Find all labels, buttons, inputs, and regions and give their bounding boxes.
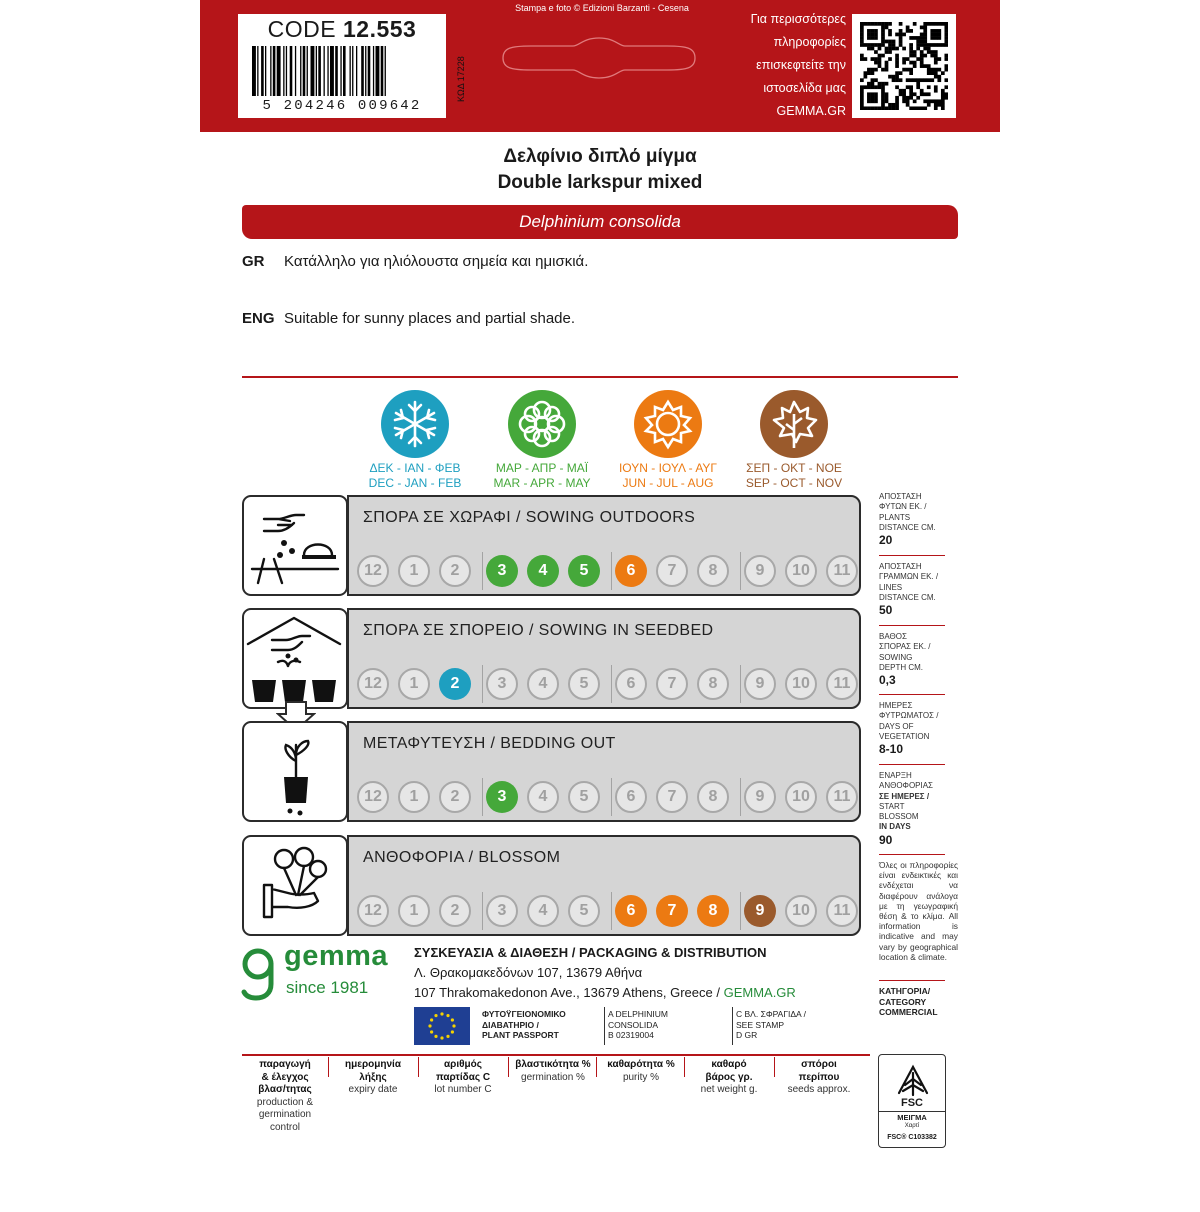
season-separator bbox=[611, 778, 612, 816]
gemma-logo-icon bbox=[240, 946, 276, 1002]
season-separator bbox=[482, 665, 483, 703]
month-5: 5 bbox=[568, 895, 600, 927]
month-4: 4 bbox=[527, 668, 559, 700]
batch-info-column: αριθμός παρτίδας C lot number C bbox=[434, 1059, 492, 1096]
printer-credit: Stampa e foto © Edizioni Barzanti - Cesena bbox=[515, 3, 689, 13]
brand-since: since 1981 bbox=[286, 978, 369, 997]
address-en: 107 Thrakomakedonon Ave., 13679 Athens, Greece / GEMMA.GR bbox=[414, 985, 796, 1000]
batch-info-column: παραγωγή & έλεγχος βλασ/τητας production & germination control bbox=[256, 1059, 314, 1133]
season-label-autumn: ΣΕΠ - ΟΚΤ - ΝΟΕ SEP - OCT - NOV bbox=[745, 461, 843, 490]
season-separator bbox=[611, 552, 612, 590]
latin-name: Delphinium consolida bbox=[519, 212, 681, 231]
row-title: ΣΠΟΡΑ ΣΕ ΣΠΟΡΕΙΟ / SOWING IN SEEDBED bbox=[363, 622, 714, 639]
month-10: 10 bbox=[785, 555, 817, 587]
eu-flag-icon bbox=[414, 1007, 470, 1045]
month-4: 4 bbox=[527, 781, 559, 813]
month-12: 12 bbox=[357, 781, 389, 813]
fsc-label bbox=[878, 1054, 946, 1148]
season-separator bbox=[482, 778, 483, 816]
month-9: 9 bbox=[744, 555, 776, 587]
divider bbox=[879, 764, 945, 765]
month-7-active: 7 bbox=[656, 895, 688, 927]
month-7: 7 bbox=[656, 781, 688, 813]
passport-species: A DELPHINIUM CONSOLIDA B 02319004 bbox=[608, 1009, 668, 1040]
sun-icon bbox=[634, 390, 702, 458]
month-8-active: 8 bbox=[697, 895, 729, 927]
month-3-active: 3 bbox=[486, 781, 518, 813]
website-link[interactable]: GEMMA.GR bbox=[776, 104, 846, 118]
lang-code-gr: GR bbox=[242, 253, 265, 270]
season-separator bbox=[740, 778, 741, 816]
divider bbox=[242, 376, 958, 378]
season-separator bbox=[740, 665, 741, 703]
row-blossom bbox=[347, 835, 861, 936]
month-10: 10 bbox=[785, 895, 817, 927]
season-separator bbox=[482, 892, 483, 930]
disclaimer: Όλες οι πληροφορίες είναι ενδεικτικές και ενδέχεται να διαφέρουν ανάλογα με τη γεωγραφική θέση & το κλίμα. All information is indicative and may vary by geographical location & climate. bbox=[879, 860, 958, 962]
divider bbox=[328, 1057, 329, 1077]
month-12: 12 bbox=[357, 555, 389, 587]
month-1: 1 bbox=[398, 668, 430, 700]
divider bbox=[684, 1057, 685, 1077]
month-5: 5 bbox=[568, 668, 600, 700]
plant-passport bbox=[414, 1007, 824, 1047]
month-10: 10 bbox=[785, 781, 817, 813]
month-12: 12 bbox=[357, 895, 389, 927]
season-separator bbox=[611, 665, 612, 703]
passport-label: ΦΥΤΟΫΓΕΙΟΝΟΜΙΚΟ ΔΙΑΒΑΤΗΡΙΟ / PLANT PASSPORT bbox=[482, 1009, 566, 1040]
divider bbox=[879, 555, 945, 556]
month-6: 6 bbox=[615, 781, 647, 813]
product-code: CODE 12.553 bbox=[267, 16, 417, 42]
month-3: 3 bbox=[486, 895, 518, 927]
row-sowing-outdoors bbox=[347, 495, 861, 596]
season-label-spring: ΜΑΡ - ΑΠΡ - ΜΑΪ MAR - APR - MAY bbox=[493, 461, 591, 490]
divider bbox=[879, 854, 945, 855]
month-4-active: 4 bbox=[527, 555, 559, 587]
month-8: 8 bbox=[697, 555, 729, 587]
fsc-tree-icon bbox=[893, 1059, 933, 1099]
month-9: 9 bbox=[744, 668, 776, 700]
month-2: 2 bbox=[439, 781, 471, 813]
row-title: ΜΕΤΑΦΥΤΕΥΣΗ / BEDDING OUT bbox=[363, 735, 616, 752]
month-8: 8 bbox=[697, 781, 729, 813]
info-plants-distance: ΑΠΟΣΤΑΣΗ ΦΥΤΩΝ ΕΚ. / PLANTS DISTANCE CM. 20 bbox=[879, 492, 936, 548]
product-name-en: Double larkspur mixed bbox=[497, 172, 703, 193]
latin-name-band bbox=[242, 205, 958, 239]
month-5: 5 bbox=[568, 781, 600, 813]
website-info: Για περισσότερες πληροφορίες επισκεφτείτε την ιστοσελίδα μας GEMMA.GR bbox=[712, 8, 846, 123]
fsc-sub: Χαρτί bbox=[904, 1123, 920, 1129]
batch-info-column: βλαστικότητα % germination % bbox=[515, 1059, 591, 1083]
divider bbox=[418, 1057, 419, 1077]
passport-stamp: C ΒΛ. ΣΦΡΑΓΙΔΑ / SEE STAMP D GR bbox=[736, 1009, 806, 1040]
month-8: 8 bbox=[697, 668, 729, 700]
batch-info-column: καθαρότητα % purity % bbox=[607, 1059, 675, 1083]
batch-info-column: σπόροι περίπου seeds approx. bbox=[787, 1059, 851, 1096]
season-separator bbox=[611, 892, 612, 930]
divider bbox=[596, 1057, 597, 1077]
month-3: 3 bbox=[486, 668, 518, 700]
row-bedding-out bbox=[347, 721, 861, 822]
divider bbox=[242, 1054, 870, 1056]
season-separator bbox=[740, 892, 741, 930]
ean-number: 5 204246 009642 bbox=[262, 98, 422, 114]
month-1: 1 bbox=[398, 555, 430, 587]
description-gr: Κατάλληλο για ηλιόλουστα σημεία και ημισκιά. bbox=[284, 253, 589, 270]
divider bbox=[879, 980, 945, 981]
divider bbox=[879, 694, 945, 695]
row-sowing-seedbed bbox=[347, 608, 861, 709]
website-link[interactable]: GEMMA.GR bbox=[723, 985, 796, 1000]
month-3-active: 3 bbox=[486, 555, 518, 587]
seedbed-icon bbox=[242, 608, 348, 709]
divider bbox=[508, 1057, 509, 1077]
hang-hole-icon bbox=[497, 36, 701, 80]
month-11: 11 bbox=[826, 781, 858, 813]
month-6: 6 bbox=[615, 668, 647, 700]
barcode-label bbox=[238, 14, 446, 118]
season-label-summer: ΙΟΥΝ - ΙΟΥΛ - ΑΥΓ JUN - JUL - AUG bbox=[618, 461, 718, 490]
info-sowing-depth: ΒΑΘΟΣ ΣΠΟΡΑΣ ΕΚ. / SOWING DEPTH CM. 0,3 bbox=[879, 632, 931, 688]
divider bbox=[879, 625, 945, 626]
month-4: 4 bbox=[527, 895, 559, 927]
month-9: 9 bbox=[744, 781, 776, 813]
brand-name: gemma bbox=[284, 940, 389, 972]
month-1: 1 bbox=[398, 895, 430, 927]
info-blossom-days: ΕΝΑΡΞΗ ΑΝΘΟΦΟΡΙΑΣ ΣΕ ΗΜΕΡΕΣ / START BLOSSOM IN DAYS 90 bbox=[879, 771, 934, 847]
month-6-active: 6 bbox=[615, 895, 647, 927]
seedling-icon bbox=[242, 721, 348, 822]
season-label-winter: ΔΕΚ - ΙΑΝ - ΦΕΒ DEC - JAN - FEB bbox=[368, 461, 462, 490]
month-7: 7 bbox=[656, 555, 688, 587]
season-separator bbox=[740, 552, 741, 590]
month-6-active: 6 bbox=[615, 555, 647, 587]
month-12: 12 bbox=[357, 668, 389, 700]
qr-code[interactable] bbox=[852, 14, 956, 118]
month-11: 11 bbox=[826, 555, 858, 587]
divider bbox=[774, 1057, 775, 1077]
month-2: 2 bbox=[439, 555, 471, 587]
batch-info-column: καθαρό βάρος γρ. net weight g. bbox=[700, 1059, 758, 1096]
info-lines-distance: ΑΠΟΣΤΑΣΗ ΓΡΑΜΜΩΝ ΕΚ. / LINES DISTANCE CM. 50 bbox=[879, 562, 939, 618]
month-9-active: 9 bbox=[744, 895, 776, 927]
month-11: 11 bbox=[826, 668, 858, 700]
product-name-gr: Δελφίνιο διπλό μίγμα bbox=[503, 146, 697, 167]
month-5-active: 5 bbox=[568, 555, 600, 587]
qr-code-icon bbox=[860, 22, 948, 110]
month-7: 7 bbox=[656, 668, 688, 700]
fsc-mark: FSC bbox=[901, 1097, 923, 1109]
batch-info-column: ημερομηνία λήξης expiry date bbox=[345, 1059, 401, 1096]
row-title: ΣΠΟΡΑ ΣΕ ΧΩΡΑΦΙ / SOWING OUTDOORS bbox=[363, 509, 696, 526]
snowflake-icon bbox=[381, 390, 449, 458]
row-title: ΑΝΘΟΦΟΡΙΑ / BLOSSOM bbox=[363, 849, 561, 866]
description-en: Suitable for sunny places and partial shade. bbox=[284, 310, 576, 327]
packaging-title: ΣΥΣΚΕΥΑΣΙΑ & ΔΙΑΘΕΣΗ / PACKAGING & DISTRIBUTION bbox=[414, 945, 767, 960]
bouquet-icon bbox=[242, 835, 348, 936]
kod-number: ΚΩΔ 17228 bbox=[456, 56, 466, 102]
fsc-code: FSC® C103382 bbox=[887, 1134, 937, 1141]
info-vegetation-days: ΗΜΕΡΕΣ ΦΥΤΡΩΜΑΤΟΣ / DAYS OF VEGETATION 8-10 bbox=[879, 701, 939, 757]
season-separator bbox=[482, 552, 483, 590]
month-11: 11 bbox=[826, 895, 858, 927]
month-2-active: 2 bbox=[439, 668, 471, 700]
sowing-outdoors-icon bbox=[242, 495, 348, 596]
flower-icon bbox=[508, 390, 576, 458]
barcode-icon bbox=[252, 46, 432, 98]
lang-code-en: ENG bbox=[242, 310, 275, 327]
month-1: 1 bbox=[398, 781, 430, 813]
fsc-word: ΜΕΙΓΜΑ bbox=[897, 1113, 927, 1122]
address-gr: Λ. Θρακομακεδόνων 107, 13679 Αθήνα bbox=[414, 965, 643, 980]
month-2: 2 bbox=[439, 895, 471, 927]
month-10: 10 bbox=[785, 668, 817, 700]
leaf-icon bbox=[760, 390, 828, 458]
category: ΚΑΤΗΓΟΡΙΑ/ CATEGORY COMMERCIAL bbox=[879, 986, 938, 1017]
